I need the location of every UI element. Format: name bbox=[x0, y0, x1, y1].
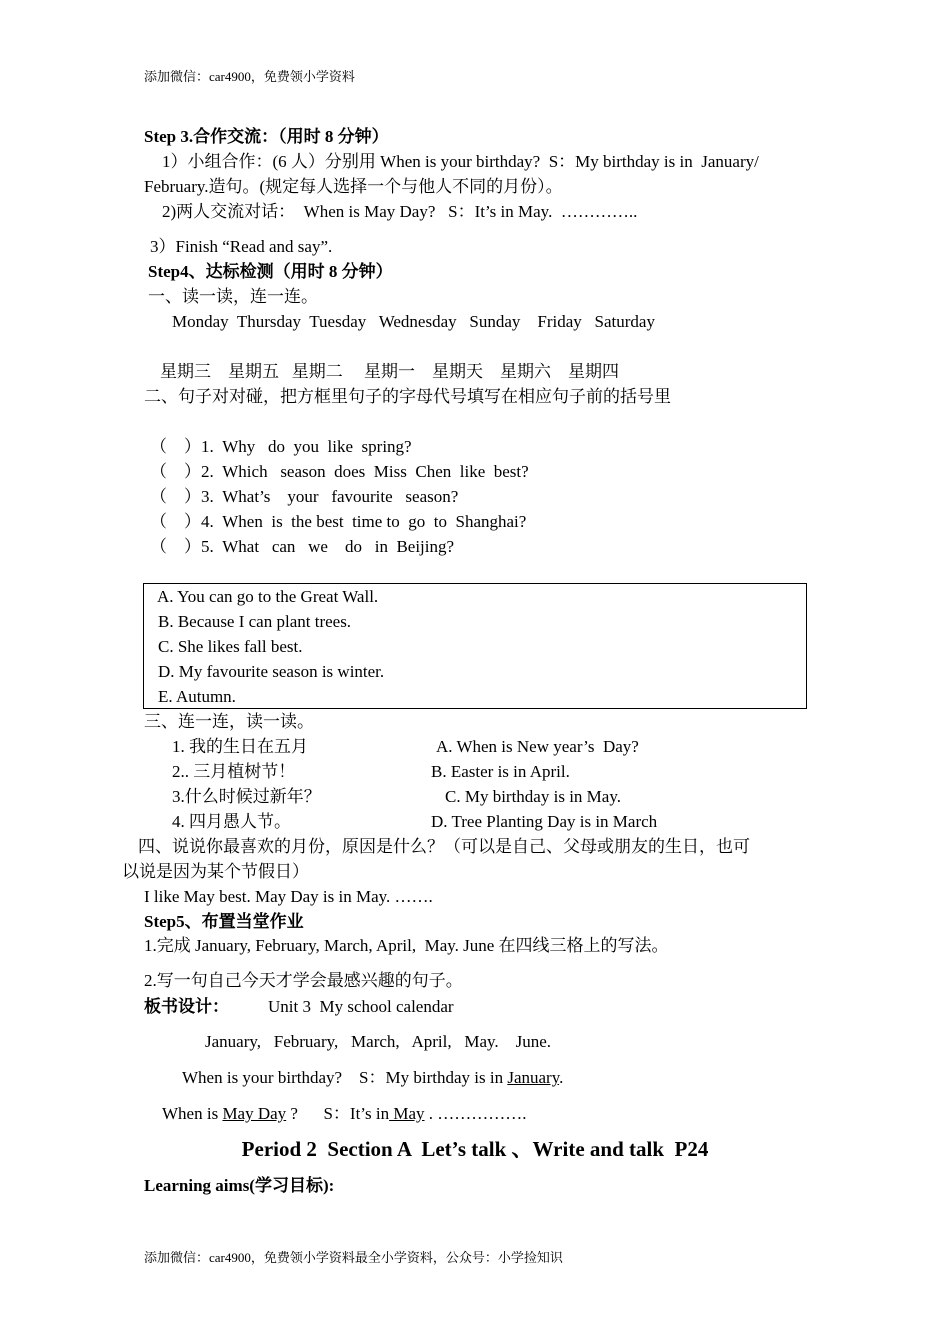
answer-e: E. Autumn. bbox=[158, 687, 236, 706]
question-3: （ ）3. What’s your favourite season? bbox=[150, 487, 459, 506]
board-question-2 bbox=[162, 1103, 527, 1125]
homework-1: 1.完成 January, February, March, April, May. June 在四线三格上的写法。 bbox=[144, 936, 669, 955]
step3-item1-line1: 1）小组合作：(6 人）分别用 When is your birthday? S：My birthday is in January/ bbox=[162, 152, 759, 171]
match-right-c: C. My birthday is in May. bbox=[445, 787, 621, 806]
board-q1-answer: January bbox=[507, 1068, 560, 1087]
part2-title: 二、句子对对碰，把方框里句子的字母代号填写在相应句子前的括号里 bbox=[144, 387, 671, 406]
board-q2-end: . ……………. bbox=[424, 1104, 527, 1123]
part3-title: 三、连一连，读一读。 bbox=[144, 712, 314, 731]
part4-example: I like May best. May Day is in May. ……. bbox=[144, 887, 433, 906]
board-q1-end: . bbox=[559, 1068, 564, 1087]
board-q1-text: When is your birthday? S：My birthday is in bbox=[182, 1068, 508, 1087]
days-english: Monday Thursday Tuesday Wednesday Sunday Friday Saturday bbox=[172, 312, 655, 331]
homework-2: 2.写一句自己今天才学会最感兴趣的句子。 bbox=[144, 971, 463, 990]
step3-item2: 2)两人交流对话： When is May Day? S：It’s in May. ………….. bbox=[162, 202, 638, 221]
answer-a: A. You can go to the Great Wall. bbox=[157, 587, 379, 606]
answer-d: D. My favourite season is winter. bbox=[158, 662, 385, 681]
match-right-d: D. Tree Planting Day is in March bbox=[431, 812, 658, 831]
match-left-3: 3.什么时候过新年？ bbox=[172, 787, 321, 806]
answer-c: C. She likes fall best. bbox=[158, 637, 303, 656]
match-right-b: B. Easter is in April. bbox=[431, 762, 570, 781]
match-left-2: 2.. 三月植树节！ bbox=[172, 762, 296, 781]
board-q2-answer-2: May bbox=[389, 1104, 425, 1123]
answer-b: B. Because I can plant trees. bbox=[158, 612, 352, 631]
question-4: （ ）4. When is the best time to go to Shanghai? bbox=[150, 512, 527, 531]
board-months: January, February, March, April, May. June. bbox=[205, 1032, 552, 1051]
board-label: 板书设计： bbox=[144, 997, 229, 1016]
match-left-4: 4. 四月愚人节。 bbox=[172, 812, 291, 831]
step3-item1-line2: February.造句。(规定每人选择一个与他人不同的月份）。 bbox=[144, 177, 563, 196]
learning-aims: Learning aims(学习目标): bbox=[144, 1176, 335, 1195]
part1-title: 一、读一读，连一连。 bbox=[148, 287, 318, 306]
step3-item3: 3）Finish “Read and say”. bbox=[150, 237, 333, 256]
step5-heading: Step5、布置当堂作业 bbox=[144, 912, 304, 931]
part4-line2: 以说是因为某个节假日） bbox=[122, 862, 309, 881]
part4-line1: 四、说说你最喜欢的月份，原因是什么？（可以是自己、父母或朋友的生日，也可 bbox=[138, 837, 750, 856]
step3-heading: Step 3.合作交流：（用时 8 分钟） bbox=[144, 127, 389, 146]
board-q2-middle: ? S：It’s in bbox=[286, 1104, 390, 1123]
board-q2-text: When is bbox=[162, 1104, 223, 1123]
days-chinese: 星期三 星期五 星期二 星期一 星期天 星期六 星期四 bbox=[160, 362, 619, 381]
page-header: 添加微信：car4900，免费领小学资料 bbox=[144, 69, 355, 84]
board-question-1 bbox=[182, 1067, 563, 1089]
question-2: （ ）2. Which season does Miss Chen like best? bbox=[150, 462, 529, 481]
step4-heading: Step4、达标检测（用时 8 分钟） bbox=[148, 262, 393, 281]
match-left-1: 1. 我的生日在五月 bbox=[172, 737, 308, 756]
question-5: （ ）5. What can we do in Beijing? bbox=[150, 537, 455, 556]
board-q2-answer-1: May Day bbox=[222, 1104, 287, 1123]
question-1: （ ）1. Why do you like spring? bbox=[150, 437, 412, 456]
match-right-a: A. When is New year’s Day? bbox=[436, 737, 639, 756]
board-unit-title: Unit 3 My school calendar bbox=[268, 997, 454, 1016]
period2-title: Period 2 Section A Let’s talk 、Write and talk P24 bbox=[241, 1137, 709, 1161]
page-footer: 添加微信：car4900，免费领小学资料最全小学资料，公众号：小学捡知识 bbox=[144, 1250, 563, 1265]
